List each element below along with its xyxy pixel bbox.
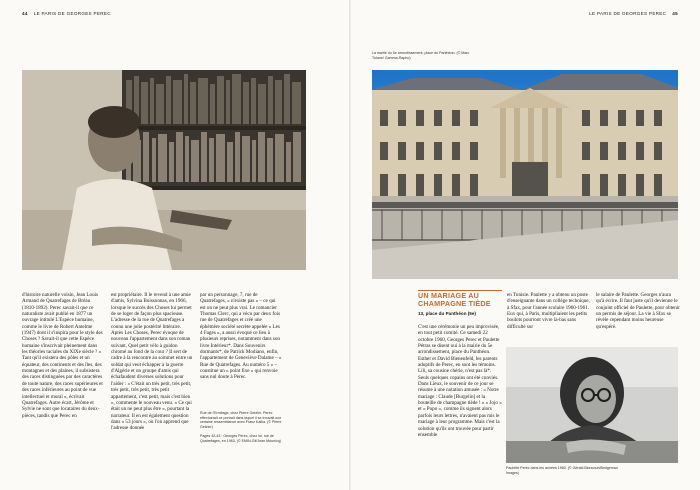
- body-column-5: en Tunisie. Paulette y a obtenu un poste d'enseignante dans un collège technique, à Sfax, pour l'année scolaire 1960-1961. Eux qui, à Paris, multipliaient les petits boulots pourront vivre là-bas sans difficulté sur: [507, 292, 590, 330]
- body-column-2: est propriétaire. Il le revend à une amie d'amis, Sylvina Boissonnas, en 1966, lorsque le succès des Choses lui permet de se loger de façon plus spacieuse. L'adresse de la rue de Quatrefages a connu une jolie postérité littéraire. Après Les Choses, Perec évoque de nouveau l'appartement dans son roman suivant, Quel petit vélo à guidon chromé au fond de la cour ? Il sert de cadre à la rencontre au sommet entre un soldat qui veut échapper à la guerre d'Algérie et un groupe d'amis qui échafaudent diverses solutions pour l'aider : « C'était un très petit, très petit, très petit, très petit, très petit appartement, c'est petit, mais c'est bien », commente le nouveau venu. « Ce qui était un ne peut plus être », pourtant la narrateur. Il en est également question dans « 53 jours », où l'on apprend que l'adresse donnée: [111, 292, 193, 432]
- paulette-perec-photo: [506, 347, 678, 463]
- body-column-1: d'histoire naturelle voisin, Jean Louis Armand de Quatrefages de Bréau (1810-1892). Perec savait-il que ce naturaliste avait publié en 1877 un ouvrage intitulé L'Espèce humaine, comme le livre de Robert Antelme (1947) dont il s'inspira pour le style des Choses ? Savait-il que cette Espèce humaine s'inscrivait pleinement dans les théories raciales du XIXe siècle ? « Tant qu'il existera des pôles et un équateur, des continents et des îles, des montagnes et des plaines, il subsistera des races distinguées par des caractères de toute nature, des races supérieures et des races inférieures au point de vue intellectuel et moral », écrivait Quatrefages. Autre écart, Jérôme et Sylvie ne sont que locataires du deux-pièces, tandis que Perec en: [22, 292, 103, 419]
- body-column-6: le salaire de Paulette. Georges n'aura qu'à écrire. Il faut juste qu'il devienne le conjoint officiel de Paulette, pour obtenir un permis de séjour. La vie à Sfax se révèle cependant moins heureuse qu'espéré.: [596, 292, 680, 330]
- paulette-portrait-illustration: [506, 347, 678, 463]
- paulette-photo-caption: Paulette Perec dans les années 1960. (© Gérald Bloncourt/Bridgeman Images): [506, 466, 618, 475]
- section-heading: UN MARIAGE AU CHAMPAGNE TIÈDE: [418, 291, 491, 308]
- left-running-head: [22, 11, 111, 16]
- writer-photo-caption: [200, 411, 290, 444]
- writer-caption-text: Rue de l'Ermitage, chez Pierre Getzler. Perec effectuerait ce portrait dans lequel il se trouvait une certaine ressemblance avec Franz Kafka. (© Pierre Getzler): [200, 411, 282, 429]
- pantheon-photo-caption: La mairie du 5e arrondissement, place du Panthéon. (© Marc Tulane/ Gamma-Rapho): [372, 51, 470, 60]
- writer-portrait-photo: [22, 70, 306, 270]
- section-subheading: 13, place du Panthéon (5e): [418, 311, 476, 316]
- writer-portrait-illustration: [22, 70, 306, 270]
- writer-pages-caption: Pages 42-43 : Georges Perec, chez lui, rue de Quatrefages, en 1963. (© EMIN-Gif/Jean Mounicq): [200, 434, 281, 443]
- mairie-pantheon-photo: [372, 70, 678, 279]
- body-column-3: par un personnage, 7, rue de Quatrefages, « n'existe pas » – ce qui est on ne peut plus vrai. Le romancier Thomas Clerc, qui a vécu par deux fois rue de Quatrefages et créé une éphémère société secrète appelée « Les 4 Fages », a aussi évoqué ce lieu à plusieurs reprises, notamment dans son livre Intérieur*. Dans Souvenirs dormants*, de Patrick Modiano, enfin, l'appartement de Geneviève Dalame – « Rue de Quatrefages. Au numéro 5 » – constitue un « point fixe » qui renvoie sans nul doute à Perec.: [200, 292, 282, 381]
- left-page-number: 44: [22, 11, 28, 16]
- right-running-title: LE PARIS DE GEORGES PEREC: [589, 11, 667, 16]
- page-gutter: [349, 0, 351, 490]
- body-column-4: C'est une cérémonie un peu improvisée, en tout petit comité. Ce samedi 22 octobre 1960, Georges Perec et Paulette Pétras se disent oui à la mairie du 5e arrondissement, place du Panthéon. Esther et David Bienenfeld, les parents adoptifs de Perec, en sont les témoins. Lili, sa cousine chérie, n'est pas là*. Seuls quelques copains ont été conviés. Dans Lieux, le souvenir de ce jour se résume à une notation amusée : « Notre mariage : Claude [Burgelin] et la bouteille de champagne tiède ! » « Jojo » et « Popo », comme ils signent alors parfois leurs lettres, n'avaient pas mis le mariage à leur programme. Mais c'est la solution qu'ils ont trouvée pour partir ensemble: [418, 324, 502, 438]
- right-running-head: [589, 11, 678, 16]
- left-running-title: LE PARIS DE GEORGES PEREC: [33, 11, 111, 16]
- mairie-building-illustration: [372, 70, 678, 279]
- right-page-number: 45: [672, 11, 678, 16]
